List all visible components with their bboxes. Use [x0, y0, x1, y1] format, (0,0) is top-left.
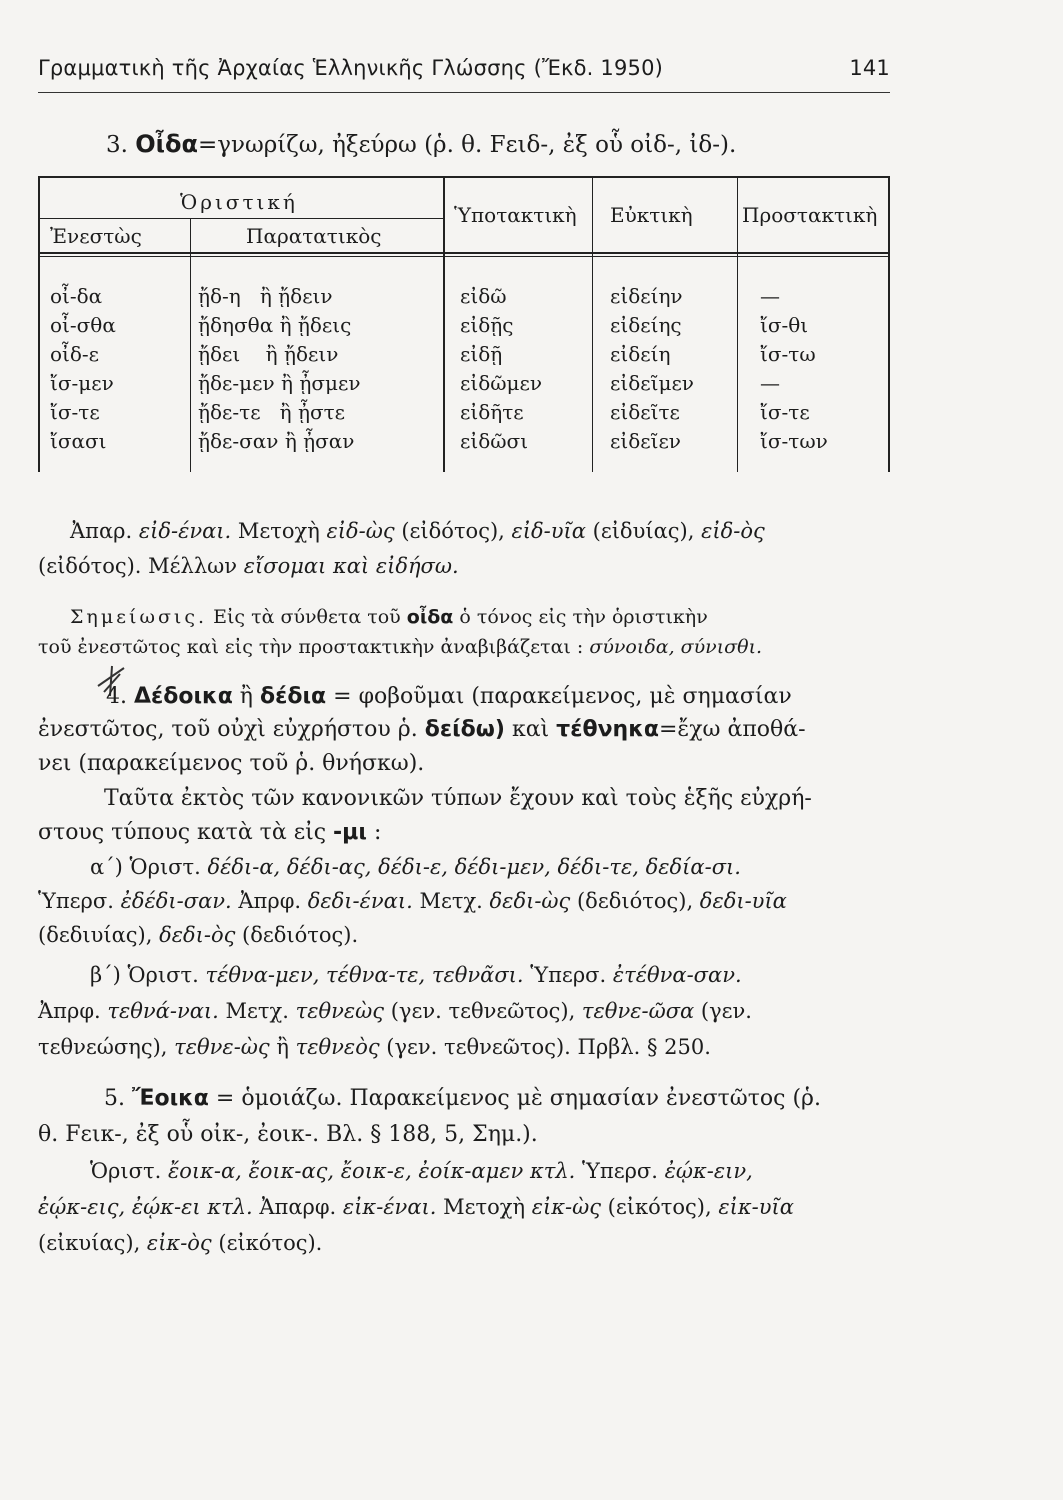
table-group-header: Ὁριστική [180, 190, 298, 214]
page-number: 141 [849, 56, 890, 80]
table-right-rule [888, 176, 890, 472]
table-cell: εἰδῆτε [460, 400, 524, 424]
col-header-imperative: Προστακτικὴ [742, 203, 878, 227]
table-header-rule [38, 252, 890, 254]
table-cell: εἰδεῖεν [610, 429, 681, 453]
table-cell: οἶ-δα [50, 284, 103, 308]
table-cell: ἴσασι [50, 429, 107, 453]
table-col-rule-2 [443, 176, 445, 472]
section-4-line-3: νει (παρακείμενος τοῦ ῥ. θνήσκω). [38, 751, 425, 776]
table-cell: εἰδῶ [460, 284, 507, 308]
note-label: Σημείωσις. [70, 606, 208, 628]
table-cell: οἶδ-ε [50, 342, 100, 366]
col-header-optative: Εὐκτικὴ [610, 203, 693, 227]
infinitive-line-2: (εἰδότος). Μέλλων εἴσομαι καὶ εἰδήσω. [38, 554, 459, 578]
table-cell: εἰδεῖτε [610, 400, 680, 424]
col-header-present: Ἐνεστὼς [50, 224, 142, 248]
section-4-line-4: Ταῦτα ἐκτὸς τῶν κανονικῶν τύπων ἔχουν καὶ τοὺς ἑξῆς εὐχρή- [104, 786, 812, 811]
table-cell: εἰδείην [610, 284, 683, 308]
section-4-line-8: (δεδιυίας), δεδι-ὸς (δεδιότος). [38, 923, 359, 947]
section-4-line-11: τεθνεώσης), τεθνε-ὼς ἢ τεθνεὸς (γεν. τεθνεῶτος). Πρβλ. § 250. [38, 1035, 711, 1059]
section-3-heading: 3. Οἶδα=γνωρίζω, ἠξεύρω (ῥ. θ. Fειδ-, ἐξ οὗ οἰδ-, ἰδ-). [106, 130, 737, 158]
table-cell: ἴσ-τω [760, 342, 816, 366]
table-cell: ἴσ-μεν [50, 371, 114, 395]
table-cell: ἴσ-τε [50, 400, 100, 424]
table-group-rule [38, 218, 443, 219]
infinitive-line-1: Ἀπαρ. εἰδ-έναι. Μετοχὴ εἰδ-ὼς (εἰδότος), εἰδ-υῖα (εἰδυίας), εἰδ-ὸς [70, 519, 765, 543]
header-rule [38, 92, 890, 93]
table-cell: εἰδείη [610, 342, 671, 366]
table-cell: ἴσ-θι [760, 313, 809, 337]
section-4-line-6: α΄) Ὁριστ. δέδι-α, δέδι-ας, δέδι-ε, δέδι-μεν, δέδι-τε, δεδία-σι. [90, 855, 741, 879]
table-cell: ᾔδει ἢ ᾔδειν [198, 342, 339, 366]
table-cell: ἴσ-τε [760, 400, 810, 424]
table-left-rule [38, 176, 40, 472]
section-4-line-7: Ὑπερσ. ἐδέδι-σαν. Ἀπρφ. δεδι-έναι. Μετχ. δεδι-ὼς (δεδιότος), δεδι-υῖα [38, 889, 787, 913]
section-5-line-1: 5. Ἔοικα = ὁμοιάζω. Παρακείμενος μὲ σημασίαν ἐνεστῶτος (ῥ. [104, 1086, 821, 1111]
table-cell: ᾔδε-σαν ἢ ᾖσαν [198, 429, 355, 453]
table-cell: ᾔδε-μεν ἢ ᾖσμεν [198, 371, 361, 395]
table-cell: ᾔδ-η ἢ ᾔδειν [198, 284, 333, 308]
table-cell: οἶ-σθα [50, 313, 116, 337]
table-cell: ᾔδησθα ἢ ᾔδεις [198, 313, 352, 337]
table-col-rule-4 [737, 176, 738, 472]
section-4-line-1: 4. Δέδοικα ἢ δέδια = φοβοῦμαι (παρακείμενος, μὲ σημασίαν [106, 684, 792, 709]
table-cell: ἴσ-των [760, 429, 828, 453]
col-header-subjunctive: Ὑποτακτικὴ [454, 203, 577, 227]
headword-oida: Οἶδα [135, 130, 198, 158]
section-4-line-10: Ἀπρφ. τεθνά-ναι. Μετχ. τεθνεὼς (γεν. τεθνεῶτος), τεθνε-ῶσα (γεν. [38, 999, 752, 1023]
section-5-line-2: θ. Fεικ-, ἐξ οὗ οἰκ-, ἐοικ-. Βλ. § 188, 5, Σημ.). [38, 1122, 538, 1147]
table-cell: εἰδῶμεν [460, 371, 543, 395]
table-cell: ᾔδε-τε ἢ ᾖστε [198, 400, 346, 424]
table-header-rule-2 [38, 256, 890, 257]
section-5-line-5: (εἰκυίας), εἰκ-ὸς (εἰκότος). [38, 1231, 323, 1255]
table-cell: — [760, 371, 780, 395]
section-4-line-5: στους τύπους κατὰ τὰ εἰς -μι : [38, 820, 382, 845]
table-col-rule-1 [190, 218, 191, 472]
section-5-line-3: Ὁριστ. ἔοικ-α, ἔοικ-ας, ἔοικ-ε, ἐοίκ-αμεν κτλ. Ὑπερσ. ἐῴκ-ειν, [90, 1159, 753, 1183]
note-line-2: τοῦ ἐνεστῶτος καὶ εἰς τὴν προστακτικὴν ἀναβιβάζεται : σύνοιδα, σύνισθι. [38, 636, 763, 658]
section-4-line-9: β΄) Ὁριστ. τέθνα-μεν, τέθνα-τε, τεθνᾶσι. Ὑπερσ. ἐτέθνα-σαν. [90, 963, 742, 987]
table-cell: — [760, 284, 780, 308]
col-header-imperfect: Παρατατικὸς [246, 224, 382, 248]
table-cell: εἰδῇ [460, 342, 503, 366]
table-top-rule [38, 176, 890, 178]
table-cell: εἰδεῖμεν [610, 371, 694, 395]
table-cell: εἰδείης [610, 313, 682, 337]
note-line-1: Σημείωσις. Εἰς τὰ σύνθετα τοῦ οἶδα ὁ τόνος εἰς τὴν ὁριστικὴν [70, 606, 708, 628]
table-cell: εἰδῇς [460, 313, 514, 337]
table-cell: εἰδῶσι [460, 429, 529, 453]
table-col-rule-3 [592, 176, 593, 472]
section-5-line-4: ἐῴκ-εις, ἐῴκ-ει κτλ. Ἀπαρφ. εἰκ-έναι. Μετοχὴ εἰκ-ὼς (εἰκότος), εἰκ-υῖα [38, 1195, 794, 1219]
section-4-line-2: ἐνεστῶτος, τοῦ οὐχὶ εὐχρήστου ῥ. δείδω) καὶ τέθνηκα=ἔχω ἀποθά- [38, 717, 806, 742]
header-title: Γραμματικὴ τῆς Ἀρχαίας Ἑλληνικῆς Γλώσσης (Ἔκδ. 1950) [38, 56, 664, 80]
running-header [38, 56, 890, 80]
